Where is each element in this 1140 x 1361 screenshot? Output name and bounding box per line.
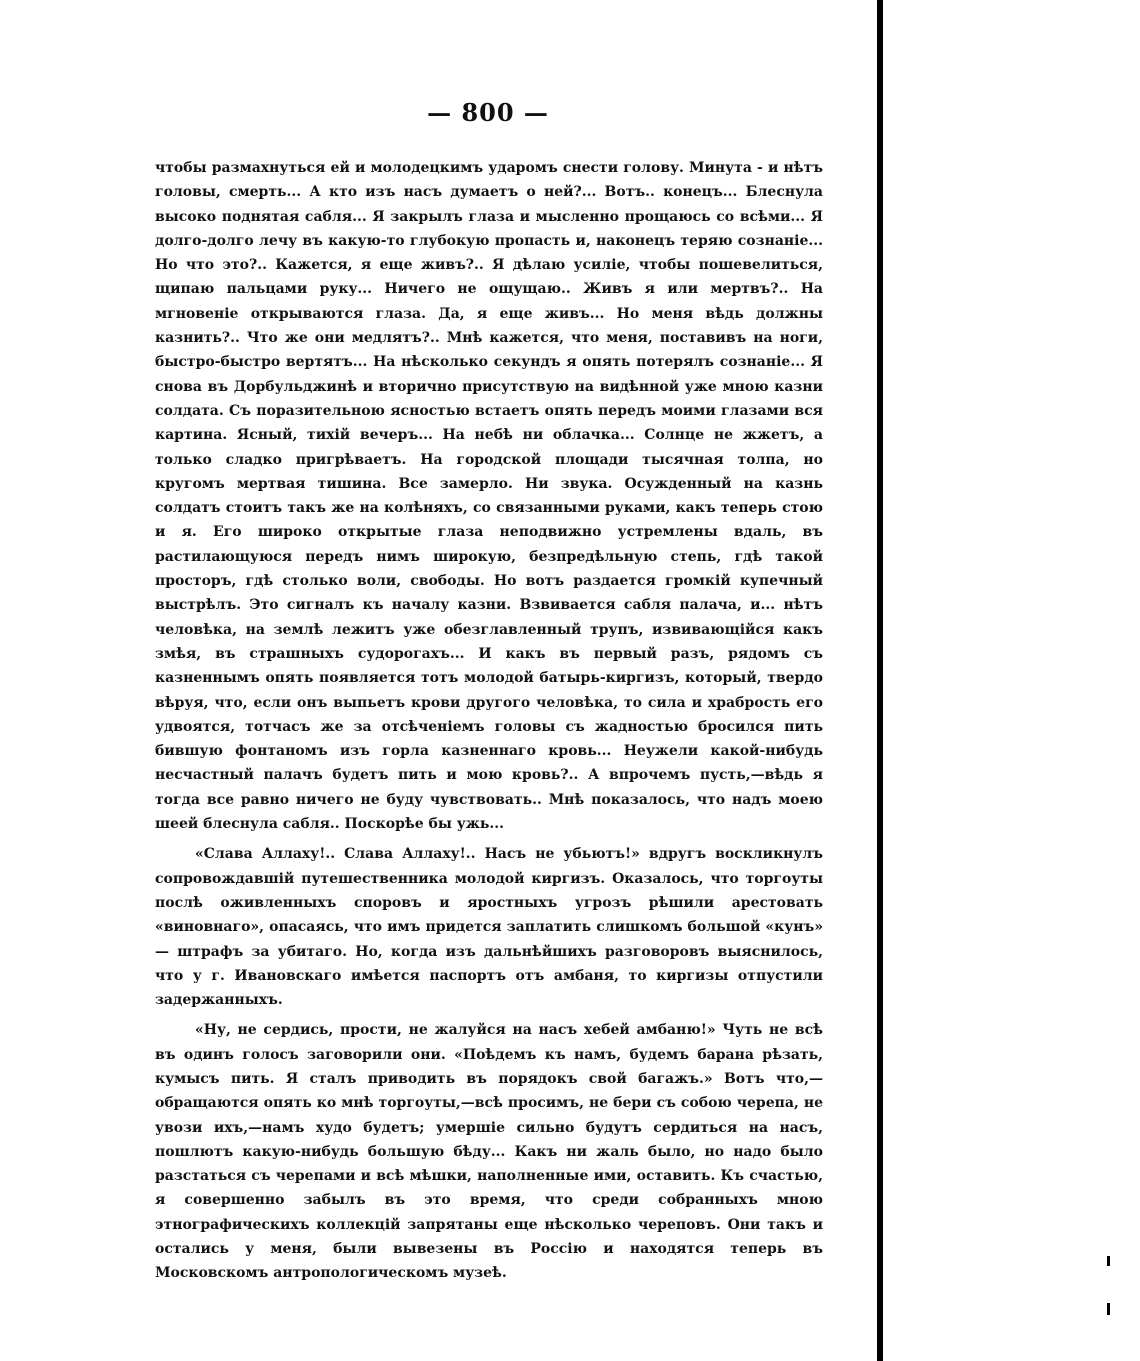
binding-edge-line [877, 0, 883, 1361]
body-text [155, 156, 823, 1286]
scan-mark [1107, 1256, 1110, 1266]
page-number: — 800 — [427, 98, 549, 127]
paragraph-1: чтобы размахнуться ей и молодецкимъ ударомъ снести голову. Минута - и нѣтъ головы, смерть... А кто изъ насъ думаетъ о ней?... Вотъ.. конецъ... Блеснула высоко поднятая сабля... Я закрылъ глаза и мысленно прощаюсь со всѣми... Я долго-долго лечу въ какую-то глубокую пропасть и, наконецъ теряю сознаніе... Но что это?.. Кажется, я еще живъ?.. Я дѣлаю усиліе, чтобы пошевелиться, щипаю пальцами руку... Ничего не ощущаю.. Живъ я или мертвъ?.. На мгновеніе открываются глаза. Да, я еще живъ... Но меня вѣдь должны казнить?.. Что же они медлятъ?.. Мнѣ кажется, что меня, поставивъ на ноги, быстро-быстро вертятъ... На нѣсколько секундъ я опять потерялъ сознаніе... Я снова въ Дорбульджинѣ и вторично присутствую на видѣнной уже мною казни солдата. Съ поразительною ясностью встаетъ опять передъ моими глазами вся картина. Ясный, тихій вечеръ... На небѣ ни облачка... Солнце не жжетъ, а только сладко пригрѣваетъ. На городской площади тысячная толпа, но кругомъ мертвая тишина. Все замерло. Ни звука. Осужденный на казнь солдатъ стоитъ такъ же на колѣняхъ, со связанными руками, какъ теперь стою и я. Его широко открытые глаза неподвижно устремлены вдаль, въ растилающуюся передъ нимъ широкую, безпредѣльную степь, гдѣ такой просторъ, гдѣ столько воли, свободы. Но вотъ раздается громкій купечный выстрѣлъ. Это сигналъ къ началу казни. Взвивается сабля палача, и... нѣтъ человѣка, на землѣ лежитъ уже обезглавленный трупъ, извивающійся какъ змѣя, въ страшныхъ судорогахъ... И какъ въ первый разъ, рядомъ съ казненнымъ опять появляется тотъ молодой батырь-киргизъ, который, твердо вѣруя, что, если онъ выпьетъ крови другого человѣка, то сила и храбрость его удвоятся, тотчасъ же за отсѣченіемъ головы съ жадностью бросился пить бившую фонтаномъ изъ горла казненнаго кровь... Неужели какой-нибудь несчастный палачъ будетъ пить и мою кровь?.. А впрочемъ пусть,—вѣдь я тогда все равно ничего не буду чувствовать.. Мнѣ показалось, что надъ моею шеей блеснула сабля.. Поскорѣе бы ужь... [155, 160, 823, 833]
paragraph-2: «Слава Аллаху!.. Слава Аллаху!.. Насъ не убьютъ!» вдругъ воскликнулъ сопровождавшій путешественника молодой киргизъ. Оказалось, что торгоуты послѣ оживленныхъ споровъ и яростныхъ угрозъ рѣшили арестовать «виновнаго», опасаясь, что имъ придется заплатить слишкомъ большой «кунъ» — штрафъ за убитаго. Но, когда изъ дальнѣйшихъ разговоровъ выяснилось, что у г. Ивановскаго имѣется паспортъ отъ амбаня, то киргизы отпустили задержанныхъ. [155, 846, 823, 1009]
scan-mark [1107, 1303, 1110, 1315]
paragraph-3: «Ну, не сердись, прости, не жалуйся на насъ хебей амбаню!» Чуть не всѣ въ одинъ голосъ заговорили они. «Поѣдемъ къ намъ, будемъ барана рѣзать, кумысъ пить. Я сталъ приводить въ порядокъ свой багажъ.» Вотъ что,—обращаются опять ко мнѣ торгоуты,—всѣ просимъ, не бери съ собою черепа, не увози ихъ,—намъ худо будетъ; умершіе сильно будутъ сердиться на насъ, пошлютъ какую-нибудь большую бѣду... Какъ ни жаль было, но надо было разстаться съ черепами и всѣ мѣшки, наполненные ими, оставить. Къ счастью, я совершенно забылъ въ это время, что среди собранныхъ мною этнографическихъ коллекцій запрятаны еще нѣсколько череповъ. Они такъ и остались у меня, были вывезены въ Россію и находятся теперь въ Московскомъ антропологическомъ музеѣ. [155, 1022, 823, 1282]
